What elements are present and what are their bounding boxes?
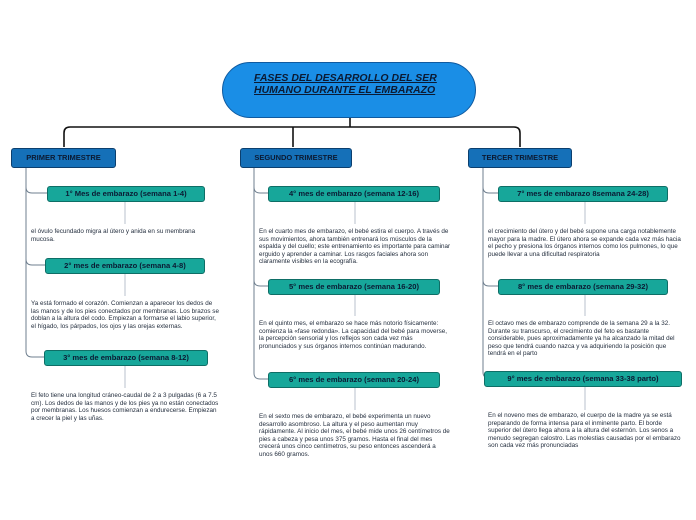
central-topic[interactable] bbox=[222, 62, 476, 118]
month-8-description: El octavo mes de embarazo comprende de la semana 29 a la 32. Durante su transcurso, el crecimiento del feto es bastante considerable, pues aproximadamente ya ha alcanzado la mitad del peso que tendrá cuando nazca y va adquiriendo la posición que tendrá en el parto bbox=[488, 320, 675, 357]
month-3[interactable]: 3° mes de embarazo (semana 8-12) bbox=[44, 350, 208, 366]
month-1[interactable]: 1° Mes de embarazo (semana 1-4) bbox=[47, 186, 205, 202]
month-9[interactable]: 9° mes de embarazo (semana 33-38 parto) bbox=[484, 371, 682, 387]
phase-second-trimester[interactable]: SEGUNDO TRIMESTRE bbox=[240, 148, 352, 168]
month-1-description: el óvulo fecundado migra al útero y anida en su membrana mucosa. bbox=[31, 228, 196, 243]
month-7[interactable]: 7° mes de embarazo 8semana 24-28) bbox=[498, 186, 668, 202]
phase-first-trimester[interactable]: PRIMER TRIMESTRE bbox=[11, 148, 116, 168]
month-6[interactable]: 6° mes de embarazo (semana 20-24) bbox=[268, 372, 440, 388]
month-2[interactable]: 2° mes de embarazo (semana 4-8) bbox=[45, 258, 205, 274]
month-6-description: En el sexto mes de embarazo, el bebé experimenta un nuevo desarrollo asombroso. La altura y el peso aumentan muy rápidamente. Al inicio del mes, el bebé mide unos 26 centímetros de pies a cabeza y pesa unos 375 gramos. Hasta el final del mes crecerá unos cinco centímetros, su peso entonces ascenderá a unos 660 gramos. bbox=[259, 413, 450, 458]
month-3-description: El feto tiene una longitud cráneo-caudal de 2 a 3 pulgadas (6 a 7.5 cm). Los dedos de las manos y de los pies ya no están conectados por membranas. Los huesos comienzan a endurecerse. Empiezan a crecer la piel y las uñas. bbox=[31, 392, 219, 422]
month-4-description: En el cuarto mes de embarazo, el bebé estira el cuerpo. A través de sus movimientos, ahora también entrenará los músculos de la espalda y del cuello; este entrenamiento es importante para caminar erguido y aprender a caminar. Los rasgos faciales ahora son claramente visibles en la ecografía. bbox=[259, 228, 451, 265]
month-5-description: En el quinto mes, el embarazo se hace más notorio físicamente: comienza la «fase redonda». La capacidad del bebé para moverse, la percepción sensorial y los reflejos son cada vez más pronunciados y sus órganos internos continúan madurando. bbox=[259, 320, 447, 350]
phase-third-trimester[interactable]: TERCER TRIMESTRE bbox=[468, 148, 572, 168]
month-9-description: En el noveno mes de embarazo, el cuerpo de la madre ya se está preparando de forma intensa para el inminente parto. El borde superior del útero llega ahora a la altura del esternón. Los senos a menudo segregan calostro. Las molestias causadas por el embarazo son cada vez más pronunciadas bbox=[488, 412, 681, 449]
month-7-description: el crecimiento del útero y del bebé supone una carga notablemente mayor para la madre. El útero ahora se expande cada vez más hacia el pecho y presiona los órganos internos como los pulmones, lo que puede llevar a una dificultad respiratoria bbox=[488, 228, 681, 258]
month-4[interactable]: 4° mes de embarazo (semana 12-16) bbox=[268, 186, 440, 202]
central-topic-title: FASES DEL DESARROLLO DEL SER HUMANO DURANTE EL EMBARAZO bbox=[254, 72, 437, 96]
month-5[interactable]: 5° mes de embarazo (semana 16-20) bbox=[268, 279, 440, 295]
month-2-description: Ya está formado el corazón. Comienzan a aparecer los dedos de las manos y de los pies conectados por membranas. Los brazos se doblan a la altura del codo. Empiezan a formarse el labio superior, el hígado, los párpados, los ojos y las orejas externas. bbox=[31, 300, 219, 330]
month-8[interactable]: 8° mes de embarazo (semana 29-32) bbox=[498, 279, 668, 295]
